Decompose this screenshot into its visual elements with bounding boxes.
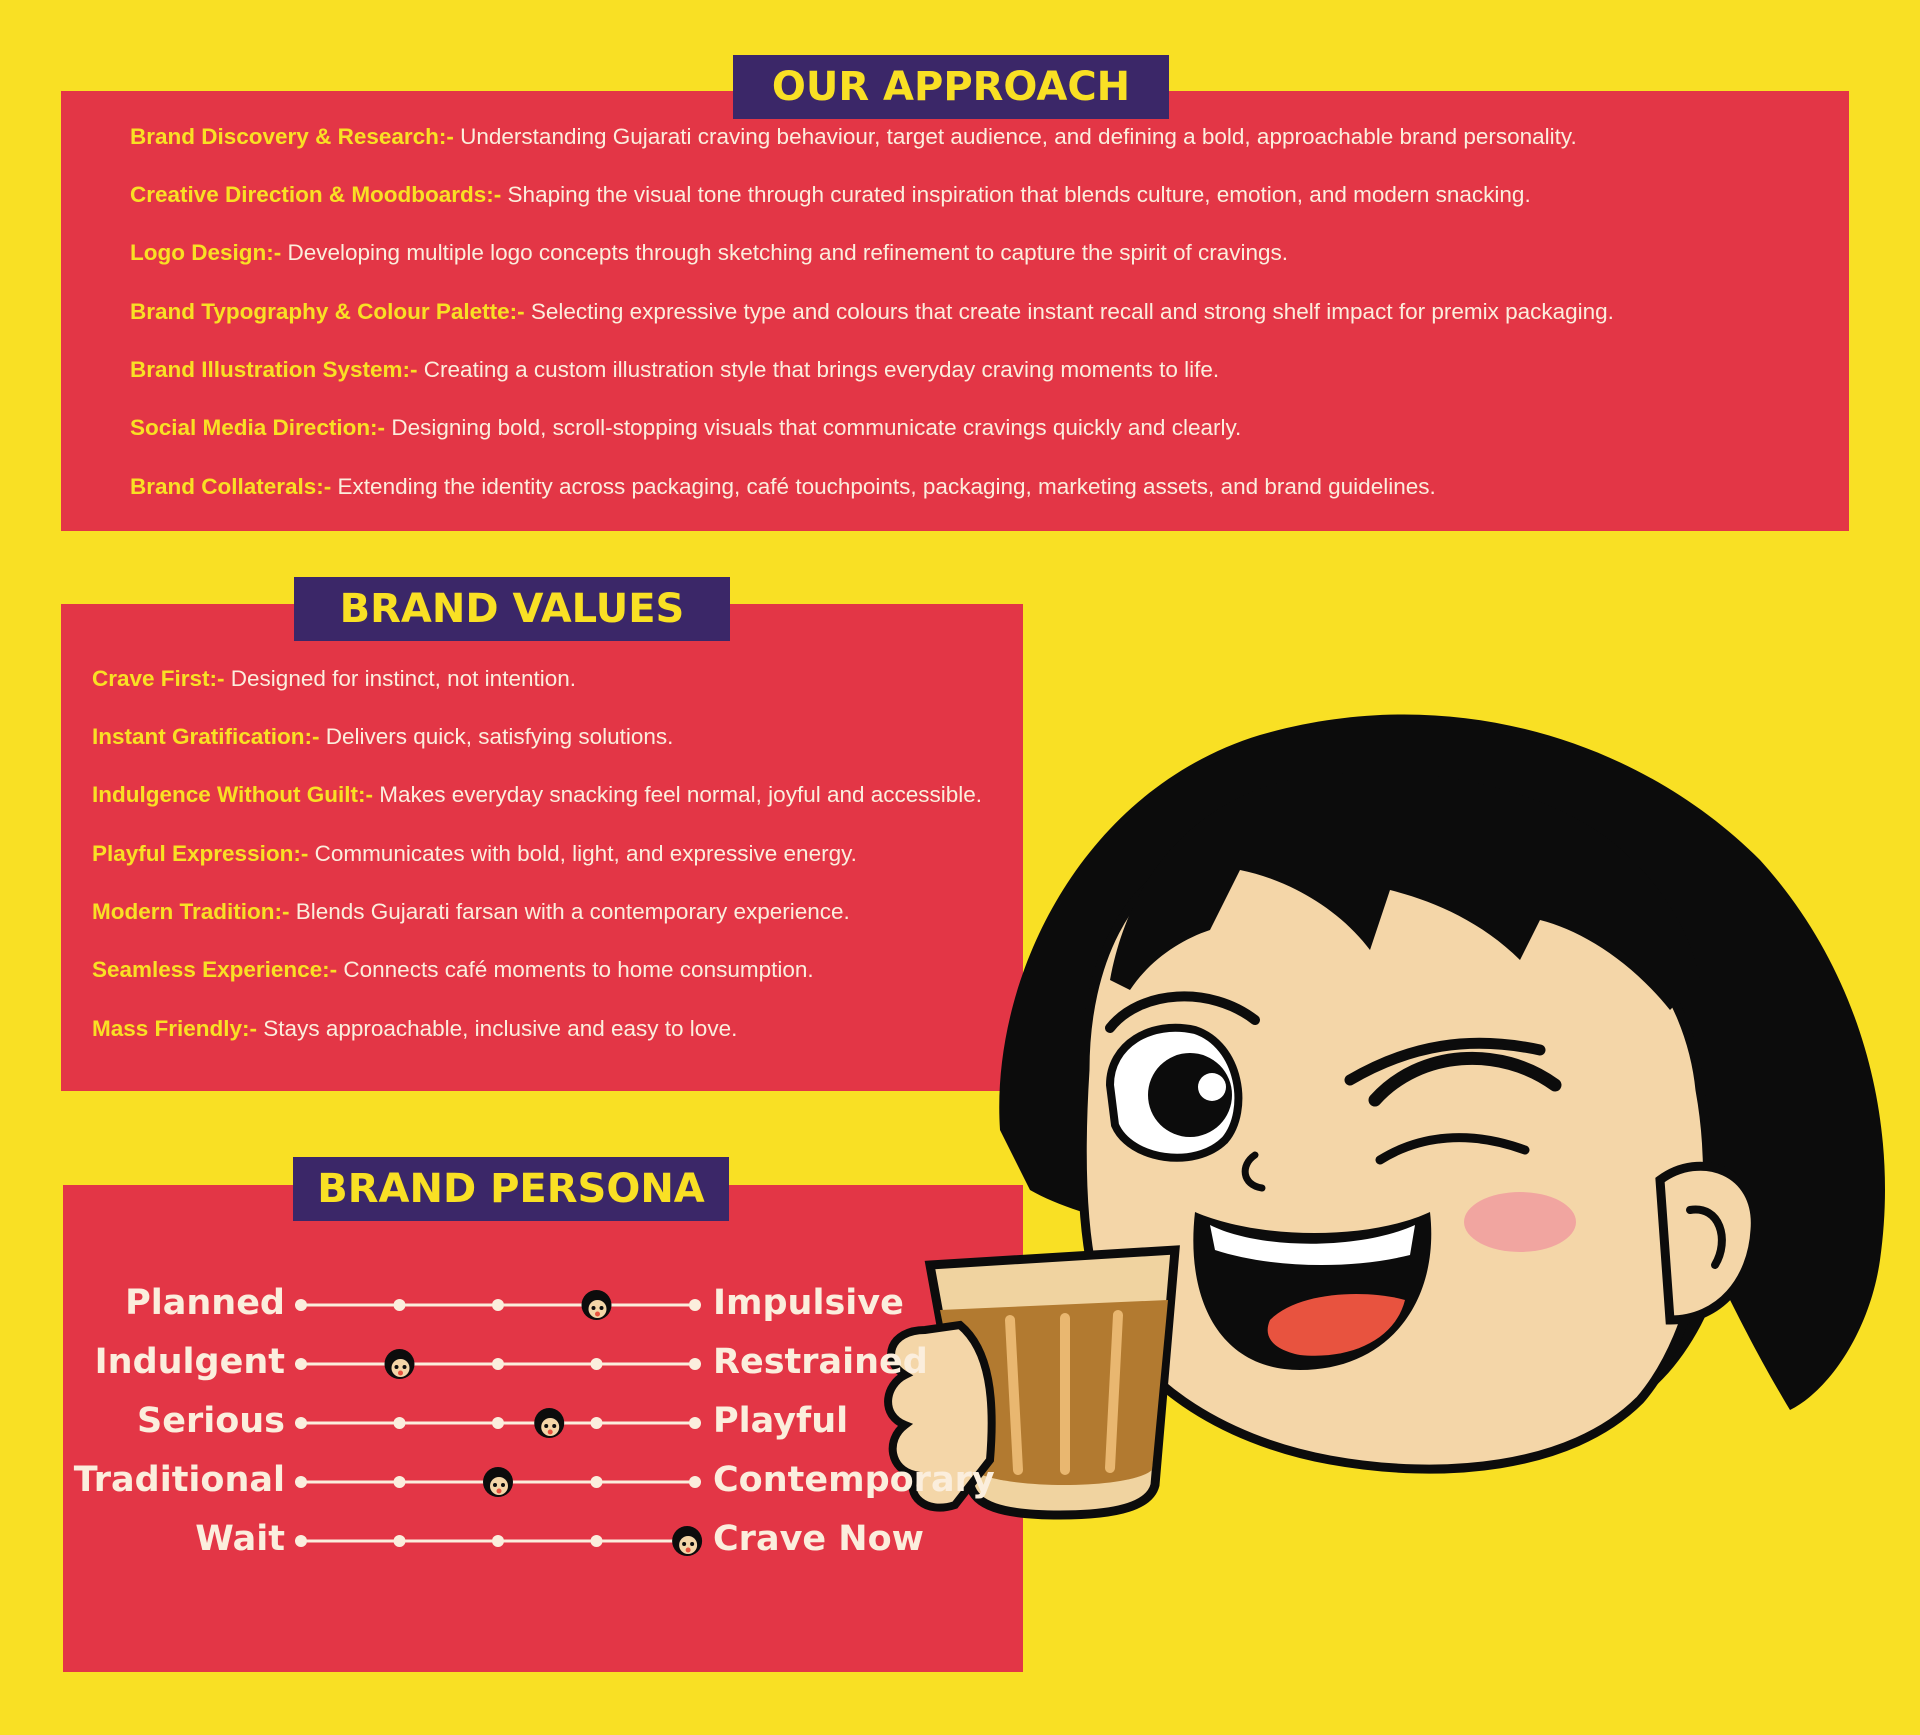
scale-tick [689,1358,701,1370]
scale-right-label: Crave Now [713,1519,924,1559]
list-item: Playful Expression:- Communicates with bold, light, and expressive energy. [92,841,857,866]
scale-left-label: Indulgent [94,1342,285,1382]
values-title: BRAND VALUES [294,577,730,641]
scale-tick [394,1299,406,1311]
scale-right-label: Restrained [713,1342,928,1382]
persona-scales [295,1290,702,1556]
scale-tick [492,1299,504,1311]
scale-right-label: Contemporary [713,1460,995,1500]
scale-tick [295,1299,307,1311]
scale-marker-icon [385,1349,415,1379]
scale-tick [689,1417,701,1429]
scale-tick [492,1535,504,1547]
list-item: Modern Tradition:- Blends Gujarati farsan with a contemporary experience. [92,899,850,924]
list-item: Brand Collaterals:- Extending the identity across packaging, café touchpoints, packaging, marketing assets, and brand guidelines. [130,474,1436,499]
scale-tick [295,1358,307,1370]
scale-left-label: Traditional [73,1460,285,1500]
character-illustration [888,714,1885,1515]
scale-tick [591,1535,603,1547]
scale-left-label: Wait [195,1519,285,1559]
scale-tick [394,1417,406,1429]
scale-marker-icon [483,1467,513,1497]
list-item: Instant Gratification:- Delivers quick, satisfying solutions. [92,724,674,749]
list-item: Logo Design:- Developing multiple logo concepts through sketching and refinement to capture the spirit of cravings. [130,240,1289,265]
scale-tick [689,1476,701,1488]
persona-title: BRAND PERSONA [293,1157,729,1221]
list-item: Brand Discovery & Research:- Understanding Gujarati craving behaviour, target audience, and defining a bold, approachable brand personality. [130,124,1577,149]
scale-tick [295,1476,307,1488]
list-item: Creative Direction & Moodboards:- Shaping the visual tone through curated inspiration that blends culture, emotion, and modern snacking. [130,182,1531,207]
scale-marker-icon [672,1526,702,1556]
scale-tick [591,1476,603,1488]
scale-tick [295,1417,307,1429]
scale-tick [394,1535,406,1547]
scale-tick [394,1476,406,1488]
list-item: Indulgence Without Guilt:- Makes everyday snacking feel normal, joyful and accessible. [92,782,983,807]
scale-marker-icon [534,1408,564,1438]
approach-title: OUR APPROACH [733,55,1169,119]
list-item: Seamless Experience:- Connects café moments to home consumption. [92,957,814,982]
scale-marker-icon [582,1290,612,1320]
scale-left-label: Planned [125,1283,285,1323]
scale-tick [295,1535,307,1547]
list-item: Crave First:- Designed for instinct, not intention. [92,666,576,691]
scale-left-label: Serious [137,1401,285,1441]
scale-tick [492,1358,504,1370]
list-item: Brand Illustration System:- Creating a custom illustration style that brings everyday craving moments to life. [130,357,1220,382]
scale-tick [689,1299,701,1311]
scale-right-label: Playful [713,1401,849,1441]
list-item: Mass Friendly:- Stays approachable, inclusive and easy to love. [92,1016,738,1041]
scale-right-label: Impulsive [713,1283,904,1323]
scale-tick [591,1417,603,1429]
scale-tick [591,1358,603,1370]
scale-tick [492,1417,504,1429]
list-item: Brand Typography & Colour Palette:- Selecting expressive type and colours that create instant recall and strong shelf impact for premix packaging. [130,299,1614,324]
list-item: Social Media Direction:- Designing bold, scroll-stopping visuals that communicate cravings quickly and clearly. [130,415,1242,440]
